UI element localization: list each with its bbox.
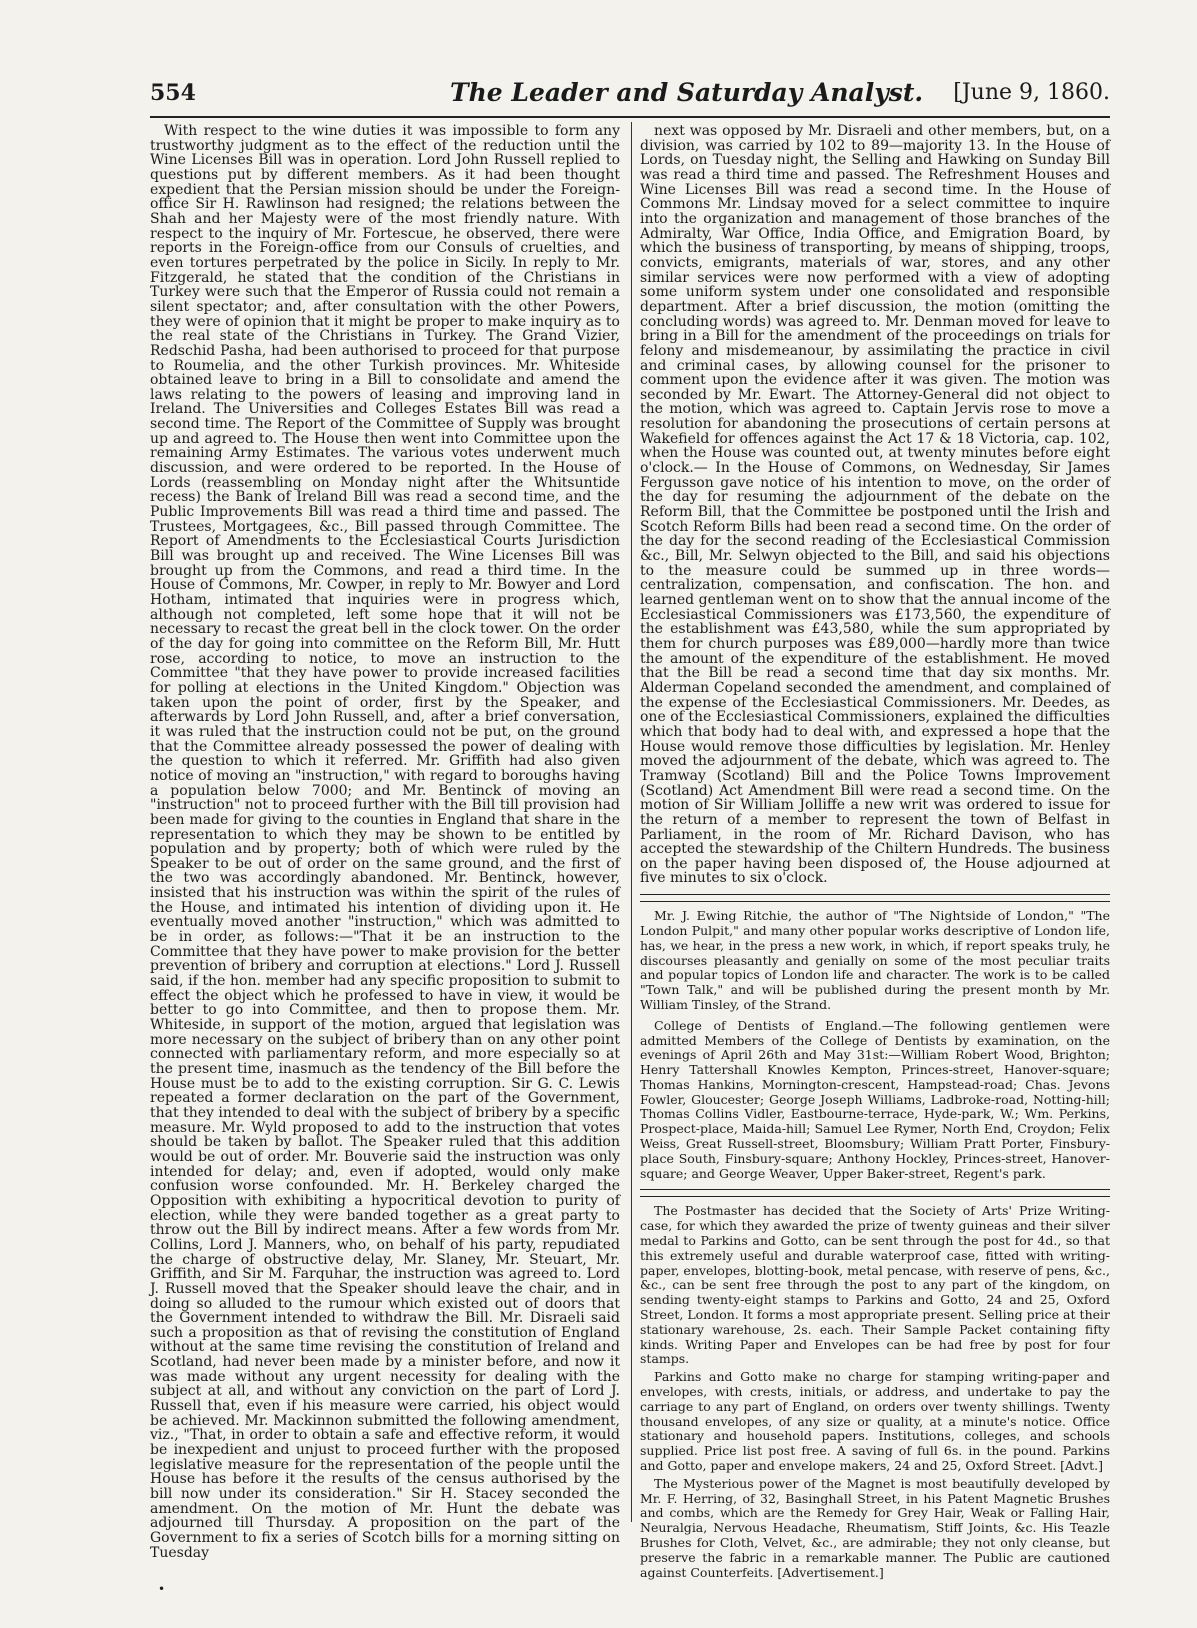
page-number: 554 [150,80,196,106]
parliament-summary-continued: next was opposed by Mr. Disraeli and other members, but, on a division, was carried by 102 to 89—majority 13. In the House of Lords, on Tuesday night, the Selling and Hawking on Sunday Bill was read a third time and passed. The Refreshment Houses and Wine Licenses Bill was read a second time. In the House of Commons Mr. Lindsay moved for a select committee to inquire into the organization and management of those branches of the Admiralty, War Office, India Office, and Emigration Board, by which the business of transporting, by means of shipping, troops, convicts, emigrants, materials of war, stores, and any other similar services were now performed with a view of adopting some uniform system under one consolidated and responsible department. After a brief discussion, the motion (omitting the concluding words) was agreed to. Mr. Denman moved for leave to bring in a Bill for the amendment of the proceedings on trials for felony and misdemeanour, by assimilating the practice in civil and criminal cases, by allowing counsel for the prisoner to comment upon the evidence after it was given. The motion was seconded by Mr. Ewart. The Attorney-General did not object to the motion, which was agreed to. Captain Jervis rose to move a resolution for abandoning the prosecutions of certain persons at Wakefield for offences against the Act 17 & 18 Victoria, cap. 102, when the House was counted out, at twenty minutes before eight o'clock.— In the House of Commons, on Wednesday, Sir James Fergusson gave notice of his intention to move, on the order of the day for resuming the adjournment of the debate on the Reform Bill, that the Committee be postponed until the Irish and Scotch Reform Bills had been read a second time. On the order of the day for the second reading of the Ecclesiastical Commission &c., Bill, Mr. Selwyn objected to the Bill, and said his objections to the measure could be summed up in three words— centralization, compensation, and confiscation. The hon. and learned gentleman went on to show that the annual income of the Ecclesiastical Commissioners was £173,560, the expenditure of the establishment was £43,580, while the sum appropriated by them for church purposes was £89,000—hardly more than twice the amount of the expenditure of the establishment. He moved that the Bill be read a second time that day six months. Mr. Alderman Copeland seconded the amendment, and complained of the expense of the Ecclesiastical Commissioners. Mr. Deedes, as one of the Ecclesiastical Commissioners, explained the difficulties which that body had to deal with, and expressed a hope that the House would remove those difficulties by legislation. Mr. Henley moved the adjournment of the debate, which was agreed to. The Tramway (Scotland) Bill and the Police Towns Improvement (Scotland) Act Amendment Bill were read a second time. On the motion of Sir William Jolliffe a new writ was ordered to issue for the return of a member to represent the town of Belfast in Parliament, in the room of Mr. Richard Davison, who has accepted the stewardship of the Chiltern Hundreds. The business on the paper having been disposed of, the House adjourned at five minutes to six o'clock. [640,123,1110,887]
magnet-brush-advertisement: The Mysterious power of the Magnet is most beautifully developed by Mr. F. Herring, of 32, Basinghall Street, in his Patent Magnetic Brushes and combs, which are the Remedy for Grey Hair, Weak or Falling Hair, Neuralgia, Nervous Headache, Rheumatism, Stiff Joints, &c. His Teazle Brushes for Cloth, Velvet, &c., are admirable; they not only cleanse, but preserve the fabric in a remarkable manner. The Public are cautioned against Counterfeits. [Advertisement.] [640,1475,1110,1580]
section-divider [640,894,1110,902]
issue-date: [June 9, 1860. [953,80,1110,105]
postmaster-advertisement: The Postmaster has decided that the Society of Arts' Prize Writing-case, for which they awarded the prize of twenty guineas and their silver medal to Parkins and Gotto, can be sent through the post for 4d., so that this extremely useful and durable waterproof case, fitted with writing-paper, envelopes, blotting-book, metal pencase, with reserve of pens, &c., &c., can be sent free through the post to any part of the kingdom, on sending twenty-eight stamps to Parkins and Gotto, 24 and 25, Oxford Street, London. It forms a most appropriate present. Selling price at their stationary warehouse, 2s. each. Their Sample Packet containing fifty kinds. Writing Paper and Envelopes can be had free by post for four stamps. [640,1203,1110,1367]
dentists-notice: College of Dentists of England.—The following gentlemen were admitted Members of the College of Dentists by examination, on the evenings of April 26th and May 31st:—William Robert Wood, Brighton; Henry Tattershall Knowles Kempton, Princes-street, Hanover-square; Thomas Hankins, Mornington-crescent, Hampstead-road; Chas. Jevons Fowler, Gloucester; George Joseph Williams, Ladbroke-road, Notting-hill; Thomas Collins Vidler, Eastbourne-terrace, Hyde-park, W.; Wm. Perkins, Prospect-place, Maida-hill; Samuel Lee Rymer, North End, Croydon; Felix Weiss, Great Russell-street, Bloomsbury; William Pratt Porter, Finsbury-place South, Finsbury-square; Anthony Hockley, Princes-street, Hanover-square; and George Weaver, Upper Baker-street, Regent's park. [640,1017,1110,1181]
column-divider [631,122,632,1522]
page-header [150,78,1110,118]
masthead-title: The Leader and Saturday Analyst. [450,78,924,107]
parkins-gotto-advertisement: Parkins and Gotto make no charge for stamping writing-paper and envelopes, with crests, initials, or address, and undertake to pay the carriage to any part of England, on orders over twenty shillings. Twenty thousand envelopes, of any size or quality, at a minute's notice. Office stationary and household papers. Institutions, colleges, and schools supplied. Price list post free. A saving of full 6s. in the pound. Parkins and Gotto, paper and envelope makers, 24 and 25, Oxford Street. [Advt.] [640,1369,1110,1474]
footer-mark: • [158,1582,166,1596]
ritchie-notice: Mr. J. Ewing Ritchie, the author of "The Nightside of London," "The London Pulpit," and many other popular works descriptive of London life, has, we hear, in the press a new work, in which, if report speaks truly, he discourses pleasantly and genially on some of the most peculiar traits and popular topics of London life and character. The work is to be called "Town Talk," and will be published during the present month by Mr. William Tinsley, of the Strand. [640,908,1110,1012]
header-rule [150,116,1110,118]
left-column [150,124,620,1560]
section-divider [640,1189,1110,1197]
right-column [640,124,1110,1580]
parliament-summary-paragraph: With respect to the wine duties it was impossible to form any trustworthy judgment as to the effect of the reduction until the Wine Licenses Bill was in operation. Lord John Russell replied to questions put by different members. As it had been thought expedient that the Persian mission should be under the Foreign-office Sir H. Rawlinson had resigned; the relations between the Shah and her Majesty were of the most friendly nature. With respect to the inquiry of Mr. Fortescue, he observed, there were reports in the Foreign-office from our Consuls of cruelties, and even tortures perpetrated by the police in Sicily. In reply to Mr. Fitzgerald, he stated that the condition of the Christians in Turkey were such that the Emperor of Russia could not remain a silent spectator; and, after consultation with the other Powers, they were of opinion that it might be proper to make inquiry as to the real state of the Christians in Turkey. The Grand Vizier, Redschid Pasha, had been authorised to proceed for that purpose to Roumelia, and the other Turkish provinces. Mr. Whiteside obtained leave to bring in a Bill to consolidate and amend the laws relating to the powers of leasing and improving land in Ireland. The Universities and Colleges Estates Bill was read a second time. The Report of the Committee of Supply was brought up and agreed to. The House then went into Committee upon the remaining Army Estimates. The various votes underwent much discussion, and were ordered to be reported. In the House of Lords (reassembling on Monday night after the Whitsuntide recess) the Bank of Ireland Bill was read a second time, and the Public Improvements Bill was read a third time and passed. The Trustees, Mortgagees, &c., Bill passed through Committee. The Report of Amendments to the Ecclesiastical Courts Jurisdiction Bill was brought up and received. The Wine Licenses Bill was brought up from the Commons, and read a third time. In the House of Commons, Mr. Cowper, in reply to Mr. Bowyer and Lord Hotham, intimated that inquiries were in progress which, although not completed, left some hope that it will not be necessary to recast the great bell in the clock tower. On the order of the day for going into committee on the Reform Bill, Mr. Hutt rose, according to notice, to move an instruction to the Committee "that they have power to provide increased facilities for polling at elections in the United Kingdom." Objection was taken upon the point of order, first by the Speaker, and afterwards by Lord John Russell, and, after a brief conversation, it was ruled that the instruction could not be put, on the ground that the Committee already possessed the power of dealing with the question to which it referred. Mr. Griffith had also given notice of moving an "instruction," with regard to boroughs having a population below 7000; and Mr. Bentinck of moving an "instruction" not to proceed further with the Bill till provision had been made for giving to the counties in England that share in the representation to which they may be shown to be entitled by population and by property; both of which were ruled by the Speaker to be out of order on the same ground, and the first of the two was accordingly abandoned. Mr. Bentinck, however, insisted that his instruction was within the spirit of the rules of the House, and intimated his intention of dividing upon it. He eventually moved another "instruction," which was admitted to be in order, as follows:—"That it be an instruction to the Committee that they have power to make provision for the better prevention of bribery and corruption at elections." Lord J. Russell said, if the hon. member had any specific proposition to submit to effect the object which he professed to have in view, it would be better to go into Committee, and then to propose them. Mr. Whiteside, in support of the motion, argued that legislation was more necessary on the subject of bribery than on any other point connected with parliamentary reform, and more especially so at the present time, inasmuch as the tendency of the Bill before the House must be to add to the existing corruption. Sir G. C. Lewis repeated a former declaration on the part of the Government, that they intended to deal with the subject of bribery by a specific measure. Mr. Wyld proposed to add to the instruction that votes should be taken by ballot. The Speaker ruled that this addition would be out of order. Mr. Bouverie said the instruction was only intended for delay; and, even if adopted, would only make confusion worse confounded. Mr. H. Berkeley charged the Opposition with exhibiting a hypocritical devotion to purity of election, while they were banded together as a great party to throw out the Bill by indirect means. After a few words from Mr. Collins, Lord J. Manners, who, on behalf of his party, repudiated the charge of obstructive delay, Mr. Slaney, Mr. Steuart, Mr. Griffith, and Sir M. Farquhar, the instruction was agreed to. Lord J. Russell moved that the Speaker should leave the chair, and in doing so alluded to the rumour which existed out of doors that the Government intended to withdraw the Bill. Mr. Disraeli said such a proposition as that of revising the constitution of England without at the same time revising the constitution of Ireland and Scotland, had never been made by a minister before, and now it was made without any urgent necessity for dealing with the subject at all, and without any conviction on the part of Lord J. Russell that, even if his measure were carried, his object would be achieved. Mr. Mackinnon submitted the following amendment, viz., "That, in order to obtain a safe and effective reform, it would be inexpedient and unjust to proceed further with the proposed legislative measure for the representation of the people until the House has before it the results of the census authorised by the bill now under its consideration." Sir H. Stacey seconded the amendment. On the motion of Mr. Hunt the debate was adjourned till Thursday. A proposition on the part of the Government to fix a series of Scotch bills for a morning sitting on Tuesday [150,123,620,1561]
